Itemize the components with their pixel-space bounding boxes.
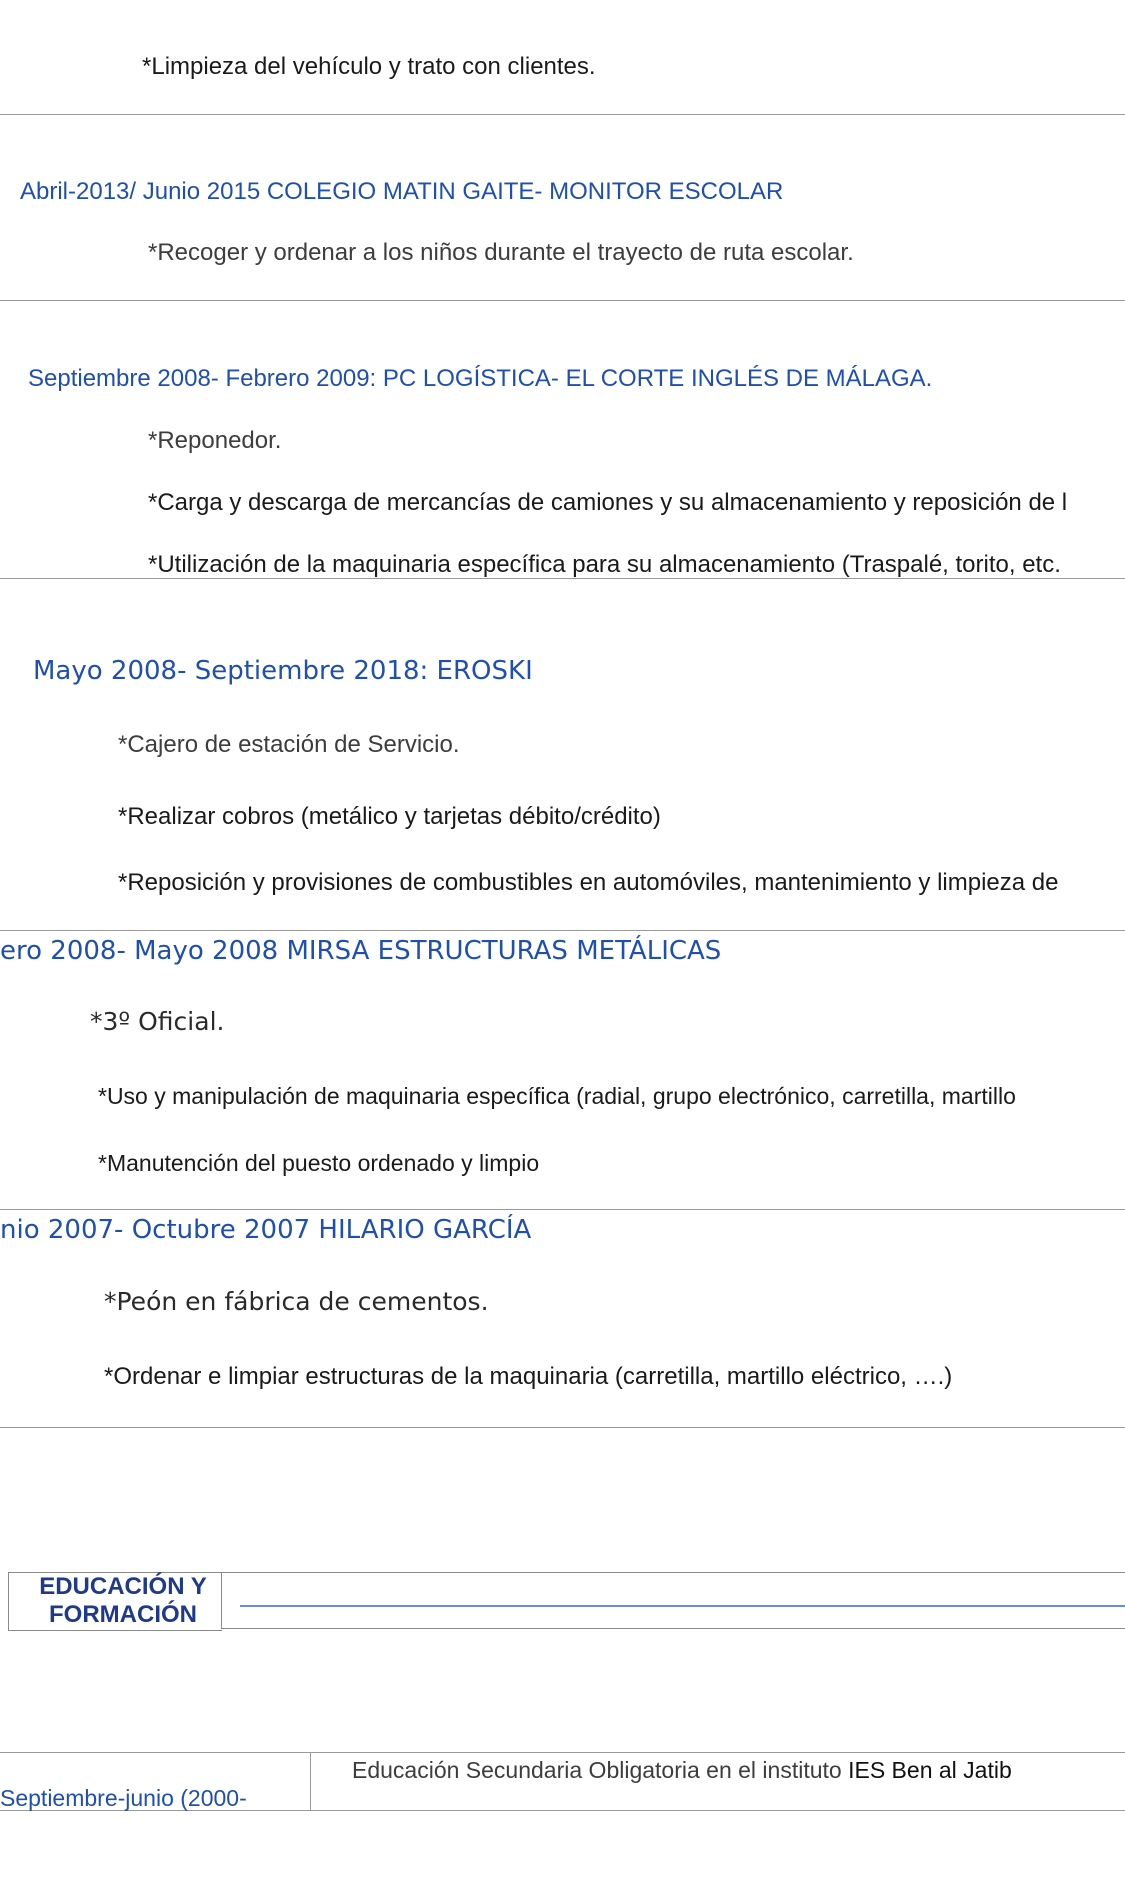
task-line: *3º Oficial.: [90, 1007, 225, 1036]
divider: [0, 1427, 1125, 1428]
education-description-prefix: Educación Secundaria Obligatoria en el instituto: [352, 1757, 842, 1783]
task-line: *Recoger y ordenar a los niños durante el trayecto de ruta escolar.: [148, 239, 854, 266]
education-date: Septiembre-junio (2000-: [0, 1785, 247, 1811]
education-heading-rule-box: [221, 1572, 1125, 1629]
education-heading-rule: [240, 1605, 1125, 1607]
divider: [0, 578, 1125, 579]
divider: [0, 300, 1125, 301]
divider: [0, 1209, 1125, 1210]
table-column-divider: [310, 1752, 311, 1810]
education-heading: [28, 1573, 218, 1629]
task-line: *Uso y manipulación de maquinaria específica (radial, grupo electrónico, carretilla, martillo: [98, 1083, 1016, 1109]
divider: [0, 930, 1125, 931]
task-line: *Peón en fábrica de cementos.: [104, 1287, 489, 1316]
task-line: *Carga y descarga de mercancías de camiones y su almacenamiento y reposición de l: [148, 489, 1068, 516]
task-line: *Realizar cobros (metálico y tarjetas débito/crédito): [118, 803, 661, 830]
job-title: ero 2008- Mayo 2008 MIRSA ESTRUCTURAS METÁLICAS: [0, 936, 722, 966]
task-line: *Ordenar e limpiar estructuras de la maquinaria (carretilla, martillo eléctrico, ….): [104, 1363, 953, 1390]
job-title: nio 2007- Octubre 2007 HILARIO GARCÍA: [0, 1215, 532, 1245]
job-title: Septiembre 2008- Febrero 2009: PC LOGÍSTICA- EL CORTE INGLÉS DE MÁLAGA.: [28, 365, 933, 392]
job-title: Mayo 2008- Septiembre 2018: EROSKI: [33, 656, 533, 686]
task-line: *Cajero de estación de Servicio.: [118, 731, 460, 758]
education-heading-line2: FORMACIÓN: [49, 1601, 197, 1628]
education-school: IES Ben al Jatib: [848, 1757, 1012, 1783]
divider: [0, 114, 1125, 115]
task-line: *Manutención del puesto ordenado y limpio: [98, 1150, 540, 1176]
education-heading-line1: EDUCACIÓN Y: [39, 1573, 207, 1600]
task-line: *Reponedor.: [148, 427, 282, 454]
job-title: Abril-2013/ Junio 2015 COLEGIO MATIN GAITE- MONITOR ESCOLAR: [20, 178, 784, 205]
task-line: *Limpieza del vehículo y trato con clientes.: [142, 53, 596, 80]
education-description: [352, 1755, 1012, 1785]
task-line: *Reposición y provisiones de combustibles en automóviles, mantenimiento y limpieza de: [118, 869, 1059, 896]
table-top-border: [0, 1752, 1125, 1753]
task-line: *Utilización de la maquinaria específica para su almacenamiento (Traspalé, torito, etc.: [148, 551, 1061, 578]
